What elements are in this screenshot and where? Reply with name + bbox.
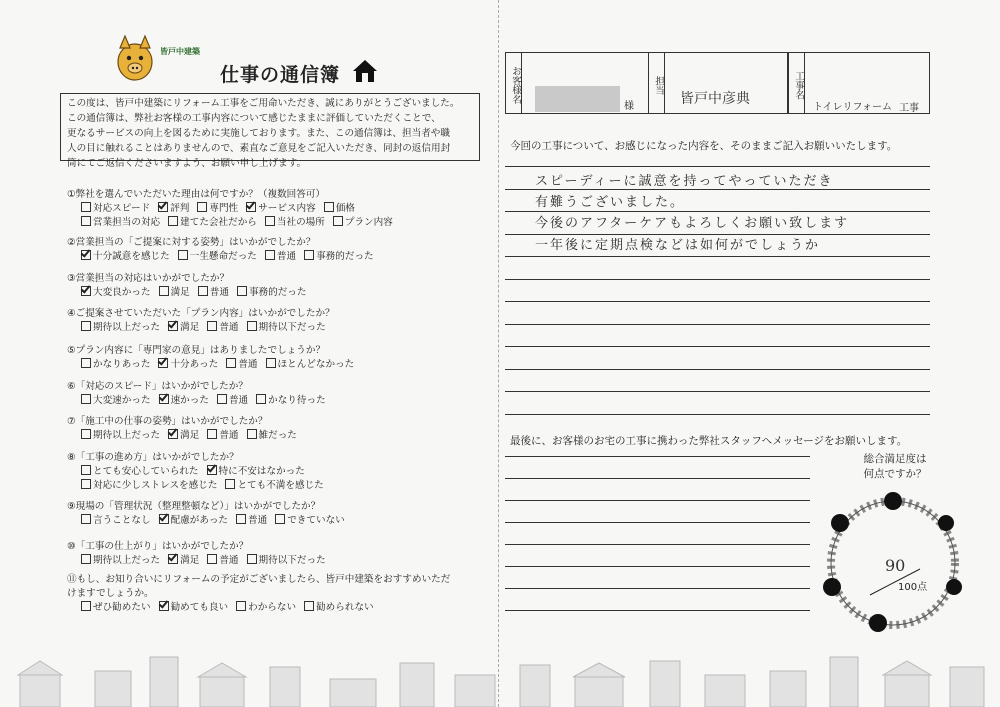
ruled-line [505, 544, 810, 545]
option-label: 期待以上だった [93, 322, 161, 333]
answer-option[interactable] [304, 251, 374, 262]
option-label: 対応スピード [93, 203, 151, 214]
checkbox-icon[interactable] [207, 321, 217, 331]
option-row [67, 465, 332, 479]
question-5 [67, 344, 362, 372]
option-label: 普通 [248, 515, 268, 526]
ruled-line [505, 414, 930, 415]
option-label: 対応に少しストレスを感じた [93, 480, 218, 491]
option-label: 一生懸命だった [189, 251, 257, 262]
answer-option[interactable] [81, 515, 151, 526]
question-text: ①弊社を選んでいただいた理由は何ですか？（複数回答可） [67, 189, 326, 200]
answer-option[interactable] [197, 203, 238, 214]
checkbox-icon[interactable] [81, 321, 91, 331]
option-label: とても不満を感じた [237, 480, 324, 491]
question-text: ④ご提案させていただいた「プラン内容」はいかがでしたか？ [67, 308, 335, 319]
answer-option[interactable] [178, 251, 257, 262]
option-label: 大変速かった [93, 395, 151, 406]
checkbox-icon[interactable] [226, 358, 236, 368]
question-4 [67, 307, 335, 335]
townscape-footer-decoration [0, 645, 1000, 707]
option-label: 当社の場所 [276, 217, 325, 228]
question-11 [67, 573, 450, 615]
checkbox-icon[interactable] [81, 394, 91, 404]
option-label: 言うことなし [93, 515, 151, 526]
question-text: ③営業担当の対応はいかがでしたか？ [67, 273, 230, 284]
answer-option[interactable] [159, 395, 209, 406]
option-label: 満足 [180, 555, 200, 566]
option-label: 配慮があった [170, 515, 229, 526]
checked-checkbox-icon[interactable] [168, 321, 178, 331]
question-6 [67, 380, 334, 408]
answer-option[interactable] [168, 217, 257, 228]
option-label: 普通 [219, 430, 239, 441]
checkbox-icon[interactable] [81, 429, 91, 439]
customer-label: お客様名 [506, 53, 522, 113]
checked-checkbox-icon[interactable] [207, 465, 217, 475]
checkbox-icon[interactable] [236, 514, 246, 524]
ruled-line [505, 588, 810, 589]
option-row [67, 321, 335, 335]
option-row [67, 429, 305, 443]
answer-option[interactable] [81, 602, 151, 613]
checkbox-icon[interactable] [275, 514, 285, 524]
checkbox-icon[interactable] [225, 479, 235, 489]
option-label: 営業担当の対応 [93, 217, 161, 228]
question-text: ⑧「工事の進め方」はいかがでしたか？ [67, 452, 239, 463]
option-label: 普通 [228, 395, 249, 406]
answer-option[interactable] [168, 555, 199, 566]
option-label: 期待以下だった [258, 555, 326, 566]
question-2 [67, 236, 382, 264]
ruled-line [505, 166, 930, 167]
checkbox-icon[interactable] [81, 216, 91, 226]
question-text: ⑥「対応のスピード」はいかがでしたか？ [67, 381, 248, 392]
answer-option[interactable] [207, 466, 305, 477]
comment-line-3: 今後のアフターケアもよろしくお願い致します [535, 216, 850, 231]
option-label: できていない [287, 515, 345, 526]
option-row [67, 554, 334, 568]
option-label: 十分あった [170, 359, 219, 370]
ruled-line [505, 478, 810, 479]
answer-option[interactable] [256, 395, 326, 406]
checked-checkbox-icon[interactable] [159, 394, 169, 404]
option-label: サービス内容 [258, 203, 316, 214]
option-label: とても安心していられた [93, 466, 199, 477]
option-label: 評判 [170, 203, 190, 214]
answer-option[interactable] [236, 602, 296, 613]
option-label: かなりあった [93, 359, 151, 370]
answer-option[interactable] [246, 203, 316, 214]
option-label: 普通 [219, 322, 239, 333]
checkbox-icon[interactable] [81, 601, 91, 611]
answer-option[interactable] [81, 555, 160, 566]
question-text: ②営業担当の「ご提案に対する姿勢」はいかがでしたか？ [67, 237, 316, 248]
option-label: 普通 [276, 251, 297, 262]
question-text: ⑤プラン内容に「専門家の意見」はありましたでしょうか？ [67, 345, 326, 356]
checked-checkbox-icon[interactable] [159, 514, 169, 524]
staff-name: 皆戸中彦典 [680, 91, 750, 107]
option-label: 期待以上だった [93, 430, 161, 441]
checkbox-icon[interactable] [197, 202, 207, 212]
checkbox-icon[interactable] [237, 286, 247, 296]
ruled-line [505, 500, 810, 501]
answer-option[interactable] [81, 217, 160, 228]
option-row [67, 601, 450, 615]
option-label: かなり待った [268, 395, 326, 406]
answer-option[interactable] [81, 251, 170, 262]
message-prompt: 最後に、お客様のお宅の工事に携わった弊社スタッフへメッセージをお願いします。 [510, 435, 908, 447]
checked-checkbox-icon[interactable] [81, 286, 91, 296]
comment-line-4: 一年後に定期点検などは如何がでしょうか [535, 238, 821, 253]
answer-option[interactable] [81, 430, 160, 441]
checked-checkbox-icon[interactable] [159, 601, 169, 611]
house-icon [352, 58, 378, 84]
option-label: 事務的だった [248, 287, 307, 298]
answer-option[interactable] [81, 203, 150, 214]
boar-mascot-logo [112, 32, 158, 86]
checkbox-icon[interactable] [324, 202, 334, 212]
answer-option[interactable] [266, 359, 355, 370]
answer-option[interactable] [81, 395, 151, 406]
work-name: トイレリフォーム [813, 102, 892, 113]
option-label: 速かった [170, 395, 209, 406]
ruled-line [505, 324, 930, 325]
checkbox-icon[interactable] [304, 250, 314, 260]
staff-label: 担当 [649, 53, 665, 113]
answer-option[interactable] [207, 555, 238, 566]
option-label: 建てた会社だから [180, 217, 257, 228]
question-1 [67, 188, 401, 230]
question-text: ⑨現場の「管理状況（整理整頓など）」はいかがでしたか？ [67, 501, 321, 512]
answer-option[interactable] [81, 359, 150, 370]
checked-checkbox-icon[interactable] [158, 202, 168, 212]
answer-option[interactable] [265, 251, 296, 262]
answer-option[interactable] [81, 322, 160, 333]
option-label: 期待以上だった [93, 555, 161, 566]
option-label: 期待以下だった [258, 322, 326, 333]
answer-option[interactable] [168, 322, 199, 333]
checkbox-icon[interactable] [81, 514, 91, 524]
ruled-line [505, 346, 930, 347]
intro-box [60, 93, 480, 169]
option-label: 価格 [335, 203, 355, 214]
option-label: ほとんどなかった [277, 359, 355, 370]
option-row [67, 358, 362, 372]
question-8 [67, 451, 332, 493]
answer-option[interactable] [81, 480, 217, 491]
checkbox-icon[interactable] [178, 250, 188, 260]
option-row [67, 216, 401, 230]
answer-option[interactable] [225, 480, 323, 491]
question-7 [67, 415, 305, 443]
checkbox-icon[interactable] [236, 601, 246, 611]
satisfaction-q-line1: 総合満足度は [863, 453, 927, 465]
checkbox-icon[interactable] [247, 429, 257, 439]
ruled-line [505, 391, 930, 392]
page-title: 仕事の通信簿 [220, 64, 341, 86]
score-max: 100点 [898, 582, 928, 593]
answer-option[interactable] [168, 430, 199, 441]
work-label: 工事名 [789, 53, 805, 113]
checkbox-icon[interactable] [265, 250, 275, 260]
checked-checkbox-icon[interactable] [168, 429, 178, 439]
checkbox-icon[interactable] [304, 601, 314, 611]
checked-checkbox-icon[interactable] [81, 250, 91, 260]
comment-prompt: 今回の工事について、お感じになった内容を、そのままご記入お願いいたします。 [510, 140, 898, 152]
answer-option[interactable] [198, 287, 229, 298]
option-label: 普通 [219, 555, 239, 566]
answer-option[interactable] [247, 430, 297, 441]
checkbox-icon[interactable] [81, 465, 91, 475]
intro-text: この度は、皆戸中建築にリフォーム工事をご用命いただき、誠にありがとうございました。 この通信簿は、弊社お客様の工事内容について感じたままに評価していただくことで、 更なるサービスの向上を図るために実施しております。また、この通信簿は、担当者や職 人の目に触れることはありませんので、素直なご意見をご記入いただき、同封の返信用封 筒にてご返信くださいますよう、お願い申し上げます。 [67, 98, 460, 169]
checkbox-icon[interactable] [168, 216, 178, 226]
answer-option[interactable] [304, 602, 374, 613]
answer-option[interactable] [247, 322, 326, 333]
answer-option[interactable] [158, 359, 218, 370]
checked-checkbox-icon[interactable] [246, 202, 256, 212]
checkbox-icon[interactable] [159, 286, 169, 296]
option-label: わからない [248, 602, 297, 613]
checked-checkbox-icon[interactable] [158, 358, 168, 368]
option-label: プラン内容 [344, 217, 393, 228]
answer-option[interactable] [265, 217, 325, 228]
option-label: 大変良かった [93, 287, 151, 298]
checkbox-icon[interactable] [333, 216, 343, 226]
redacted-customer-name [535, 86, 620, 112]
option-label: 勧められない [316, 602, 374, 613]
ruled-line [505, 522, 810, 523]
answer-option[interactable] [324, 203, 355, 214]
checkbox-icon[interactable] [247, 554, 257, 564]
question-text: ⑦「施工中の仕事の姿勢」はいかがでしたか？ [67, 416, 268, 427]
option-label: 事務的だった [316, 251, 374, 262]
answer-option[interactable] [207, 430, 238, 441]
answer-option[interactable] [226, 359, 257, 370]
checkbox-icon[interactable] [198, 286, 208, 296]
checked-checkbox-icon[interactable] [168, 554, 178, 564]
checkbox-icon[interactable] [266, 358, 276, 368]
answer-option[interactable] [159, 515, 228, 526]
checkbox-icon[interactable] [81, 358, 91, 368]
option-label: 満足 [180, 430, 200, 441]
answer-option[interactable] [207, 322, 238, 333]
question-9 [67, 500, 353, 528]
option-label: ぜひ勧めたい [93, 602, 151, 613]
satisfaction-question [850, 452, 940, 482]
ruled-line [505, 456, 810, 457]
option-label: 満足 [180, 322, 200, 333]
answer-option[interactable] [236, 515, 267, 526]
comment-line-1: スピーディーに誠意を持ってやっていただき [535, 174, 834, 189]
score-value: 90 [885, 556, 906, 575]
answer-option[interactable] [237, 287, 307, 298]
option-label: 満足 [170, 287, 190, 298]
option-label: 雑だった [258, 430, 297, 441]
question-10 [67, 540, 334, 568]
checkbox-icon[interactable] [81, 479, 91, 489]
option-label: 専門性 [209, 203, 239, 214]
satisfaction-q-line2: 何点ですか？ [863, 468, 927, 480]
answer-option[interactable] [275, 515, 345, 526]
answer-option[interactable] [81, 466, 199, 477]
checkbox-icon[interactable] [81, 202, 91, 212]
checkbox-icon[interactable] [265, 216, 275, 226]
ruled-line [505, 610, 810, 611]
option-label: 普通 [238, 359, 258, 370]
checkbox-icon[interactable] [247, 321, 257, 331]
answer-option[interactable] [81, 287, 151, 298]
ruled-line [505, 566, 810, 567]
option-label: 十分誠意を感じた [93, 251, 170, 262]
checkbox-icon[interactable] [81, 554, 91, 564]
answer-option[interactable] [217, 395, 248, 406]
option-row [67, 250, 382, 264]
brand-name: 皆戸中建築 [160, 47, 200, 56]
answer-option[interactable] [333, 217, 393, 228]
option-row [67, 286, 315, 300]
answer-option[interactable] [159, 602, 229, 613]
option-label: 普通 [209, 287, 229, 298]
answer-option[interactable] [158, 203, 189, 214]
option-row [67, 479, 332, 493]
option-row [67, 394, 334, 408]
answer-option[interactable] [159, 287, 190, 298]
sama-suffix: 様 [624, 101, 634, 112]
work-suffix: 工事 [899, 103, 919, 114]
question-text: ⑪もし、お知り合いにリフォームの予定がございましたら、皆戸中建築をおすすめいただ けますでしょうか。 [67, 574, 451, 599]
ruled-line [505, 279, 930, 280]
comment-line-2: 有難うございました。 [535, 195, 686, 210]
checkbox-icon[interactable] [217, 394, 227, 404]
option-label: 特に不安はなかった [218, 466, 305, 477]
page-fold [498, 0, 499, 707]
option-row [67, 514, 353, 528]
checkbox-icon[interactable] [256, 394, 266, 404]
option-row [67, 202, 401, 216]
answer-option[interactable] [247, 555, 326, 566]
ruled-line [505, 301, 930, 302]
ruled-line [505, 256, 930, 257]
checkbox-icon[interactable] [207, 429, 217, 439]
ruled-line [505, 369, 930, 370]
checkbox-icon[interactable] [207, 554, 217, 564]
option-label: 勧めても良い [170, 602, 229, 613]
question-3 [67, 272, 315, 300]
question-text: ⑩「工事の仕上がり」はいかがでしたか？ [67, 541, 249, 552]
